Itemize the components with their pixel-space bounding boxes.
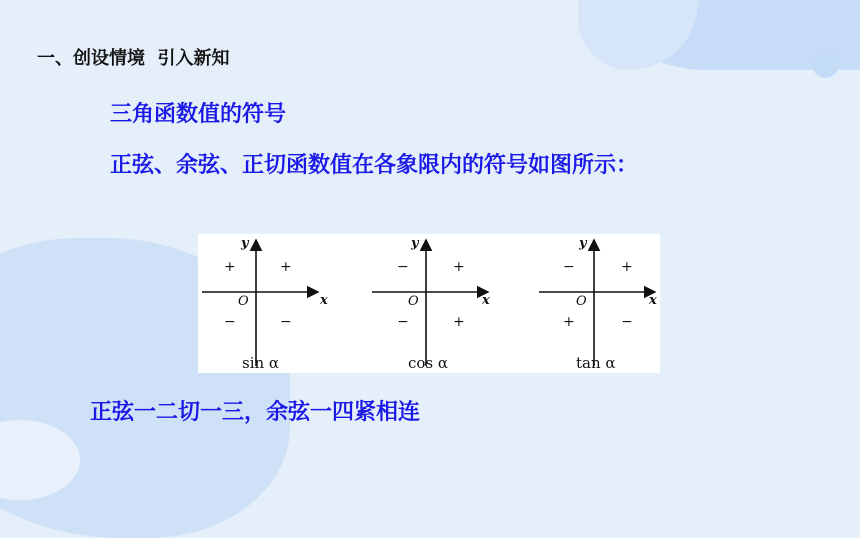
quadrant-3-sign: − [224, 314, 236, 330]
quadrant-4-sign: − [280, 314, 292, 330]
decor-dot [812, 51, 839, 78]
origin-label: O [576, 294, 587, 309]
y-axis-label: y [579, 236, 587, 251]
diagram-caption: sin α [242, 354, 280, 372]
quadrant-2-sign: + [224, 259, 236, 275]
mnemonic-text: 正弦一二切一三，余弦一四紧相连 [90, 400, 421, 425]
quadrant-4-sign: + [453, 314, 465, 330]
quadrant-4-sign: − [621, 314, 633, 330]
quadrant-2-sign: − [397, 259, 409, 275]
cos-diagram [372, 236, 490, 372]
x-axis-label: x [649, 293, 657, 308]
tan-diagram [539, 236, 657, 372]
y-axis-label: y [241, 236, 249, 251]
quadrant-2-sign: − [563, 259, 575, 275]
sign-diagrams-figure [198, 234, 660, 373]
quadrant-3-sign: + [563, 314, 575, 330]
quadrant-3-sign: − [397, 314, 409, 330]
section-heading: 一、创设情境 引入新知 [37, 48, 230, 69]
x-axis-label: x [320, 293, 328, 308]
origin-label: O [408, 294, 419, 309]
quadrant-1-sign: + [453, 259, 465, 275]
sin-diagram [202, 236, 328, 372]
topic-description: 正弦、余弦、正切函数值在各象限内的符号如图所示： [110, 153, 639, 178]
diagram-caption: tan α [576, 354, 616, 372]
x-axis-label: x [482, 293, 490, 308]
quadrant-1-sign: + [280, 259, 292, 275]
topic-title: 三角函数值的符号 [110, 102, 287, 127]
y-axis-label: y [411, 236, 419, 251]
quadrant-1-sign: + [621, 259, 633, 275]
diagram-caption: cos α [408, 354, 449, 372]
origin-label: O [238, 294, 249, 309]
